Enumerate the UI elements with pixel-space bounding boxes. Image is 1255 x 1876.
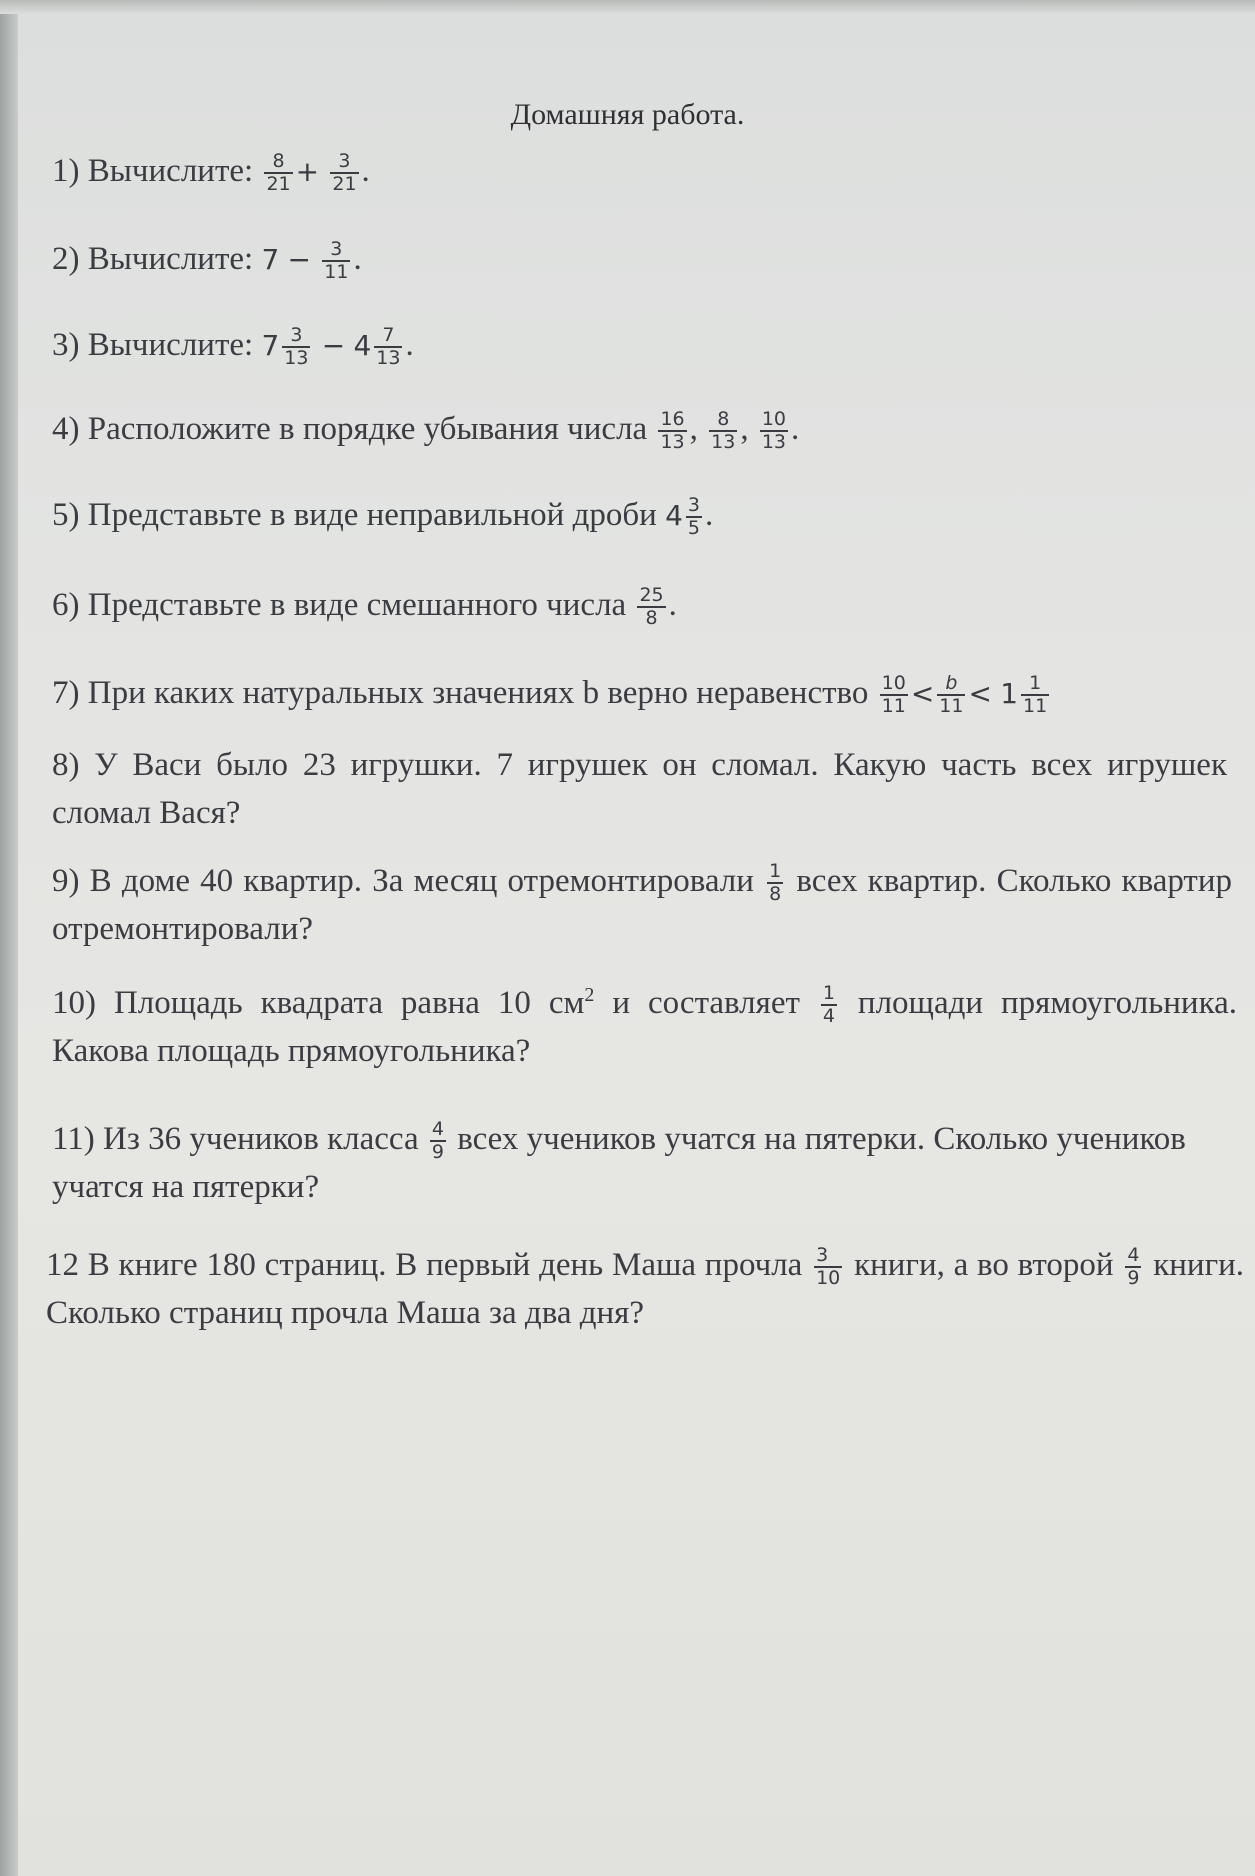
task-1 (52, 148, 1232, 196)
fraction (330, 151, 358, 197)
task-12-text-end: книги. Сколько страниц прочла Маша за два дня? (46, 1247, 1245, 1332)
task-11-text-cont: всех учеников учатся на пятерки. Сколько учеников учатся на пятерки? (52, 1121, 1186, 1206)
denominator: 21 (332, 173, 357, 196)
denominator: 11 (324, 261, 349, 284)
task-10-text-cont: и составляет (612, 985, 800, 1021)
denominator: 5 (687, 517, 700, 540)
numerator: 7 (382, 323, 395, 346)
denominator: 10 (816, 1267, 841, 1290)
denominator: 9 (1127, 1267, 1140, 1290)
numerator: 1 (1029, 671, 1042, 694)
operator: − (321, 329, 346, 362)
numerator: 4 (1127, 1243, 1140, 1266)
operator: − (287, 243, 311, 276)
punctuation: , (689, 411, 698, 447)
punctuation: . (705, 497, 714, 533)
task-11-text: 11) Из 36 учеников класса (52, 1121, 419, 1157)
punctuation: . (361, 153, 370, 189)
denominator: 13 (376, 347, 401, 370)
task-3 (52, 322, 1232, 370)
fraction (686, 495, 702, 541)
numerator: 3 (338, 149, 351, 172)
denominator: 9 (431, 1141, 444, 1164)
task-10 (52, 980, 1237, 1076)
numerator: 10 (881, 671, 906, 694)
fraction (264, 151, 292, 197)
task-7-text: 7) При каких натуральных значениях b верно неравенство (52, 675, 869, 711)
whole-number: 7 (261, 243, 280, 276)
punctuation: , (740, 411, 749, 447)
task-12-text: 12 В книге 180 страниц. В первый день Маша прочла (46, 1247, 803, 1283)
punctuation: . (405, 327, 414, 363)
task-8-text: 8) У Васи было 23 игрушки. 7 игрушек он сломал. Какую часть всех игрушек сломал Вася? (52, 747, 1227, 831)
fraction (637, 585, 665, 631)
denominator: 21 (266, 173, 291, 196)
task-6 (52, 582, 1232, 630)
task-9 (52, 858, 1232, 954)
denominator: 8 (637, 606, 665, 630)
whole-number: 1 (1000, 677, 1019, 710)
task-12-text-cont: книги, а во второй (854, 1247, 1114, 1283)
operator: + (295, 155, 320, 188)
fraction (322, 239, 350, 285)
numerator: 3 (290, 323, 303, 346)
task-7 (52, 670, 1232, 718)
fraction (430, 1119, 446, 1165)
task-4 (52, 406, 1232, 454)
denominator: 13 (660, 431, 685, 454)
task-10-text: 10) Площадь квадрата равна 10 см (52, 985, 585, 1021)
denominator: 11 (881, 695, 906, 718)
task-10-text-end: площади прямоугольника. Какова площадь прямоугольника? (52, 985, 1238, 1070)
numerator: 4 (431, 1117, 444, 1140)
task-9-text-cont: всех квартир. Сколько квартир отремонтировали? (52, 863, 1233, 948)
task-3-text: 3) Вычислите: (52, 327, 254, 363)
fraction (1021, 673, 1049, 719)
punctuation: . (353, 241, 362, 277)
less-than-sign: < (910, 677, 935, 710)
page-title: Домашняя работа. (510, 98, 745, 131)
punctuation: . (668, 587, 677, 623)
task-5-text: 5) Представьте в виде неправильной дроби (52, 497, 657, 533)
task-5 (52, 492, 1232, 540)
fraction (821, 983, 837, 1029)
task-1-text: 1) Вычислите: (52, 153, 254, 189)
numerator: b (945, 671, 958, 694)
task-11 (52, 1116, 1247, 1212)
denominator: 13 (284, 347, 309, 370)
numerator: 8 (717, 407, 730, 430)
task-2-text: 2) Вычислите: (52, 241, 254, 277)
task-12 (46, 1242, 1244, 1338)
task-2 (52, 236, 1232, 284)
fraction (374, 325, 402, 371)
numerator: 1 (822, 981, 835, 1004)
numerator: 3 (687, 493, 700, 516)
numerator: 16 (660, 407, 685, 430)
numerator: 1 (769, 859, 782, 882)
whole-number: 4 (353, 329, 372, 362)
numerator: 8 (272, 149, 285, 172)
fraction (760, 409, 788, 455)
superscript: 2 (584, 984, 595, 1006)
denominator: 13 (711, 431, 736, 454)
task-8 (52, 742, 1227, 838)
denominator: 11 (939, 695, 964, 718)
task-6-text: 6) Представьте в виде смешанного числа (52, 587, 627, 623)
fraction (880, 673, 908, 719)
fraction (282, 325, 310, 371)
less-than-sign: < (968, 677, 992, 710)
fraction (1125, 1245, 1141, 1291)
denominator: 8 (769, 883, 782, 906)
punctuation: . (791, 411, 800, 447)
fraction (767, 861, 783, 907)
fraction (658, 409, 686, 455)
numerator: 25 (639, 583, 664, 606)
whole-number: 4 (665, 499, 683, 532)
fraction (937, 673, 965, 719)
numerator: 10 (761, 407, 787, 430)
numerator: 3 (330, 237, 343, 260)
task-4-text: 4) Расположите в порядке убывания числа (52, 411, 648, 447)
whole-number: 7 (261, 329, 280, 362)
task-9-text: 9) В доме 40 квартир. За месяц отремонтировали (52, 863, 754, 899)
denominator: 11 (1023, 695, 1048, 718)
fraction (814, 1245, 842, 1291)
fraction (709, 409, 737, 455)
numerator: 3 (816, 1243, 829, 1266)
denominator: 4 (822, 1005, 835, 1028)
denominator: 13 (761, 431, 787, 454)
